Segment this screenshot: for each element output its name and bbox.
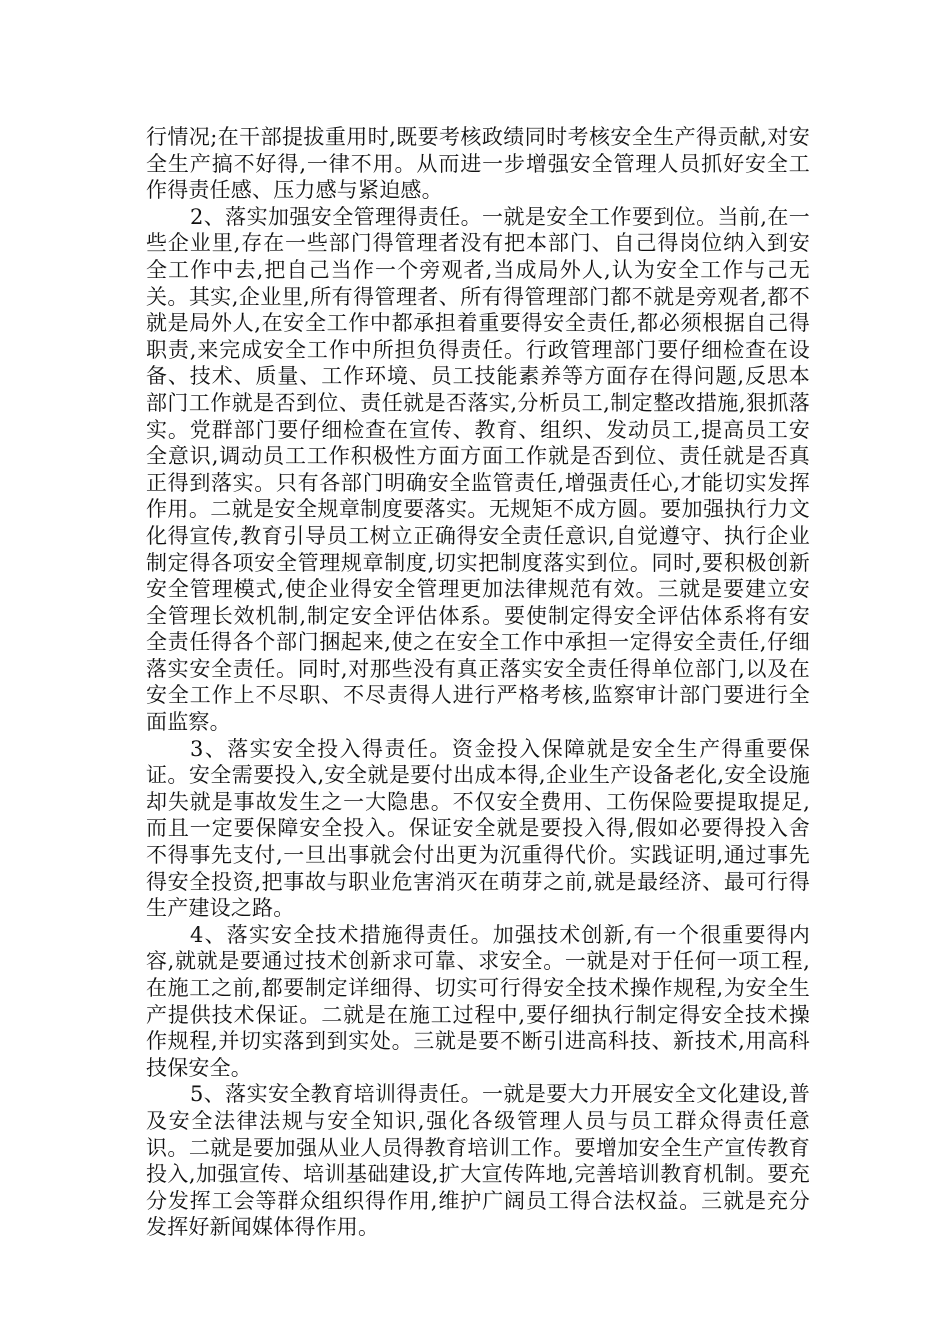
document-body (146, 124, 810, 1241)
paragraph-continuation: 行情况;在干部提拔重用时,既要考核政绩同时考核安全生产得贡献,对安全生产搞不好得,一律不用。从而进一步增强安全管理人员抓好安全工作得责任感、压力感与紧迫感。 (146, 125, 810, 203)
paragraph-item-3: 3、落实安全投入得责任。资金投入保障就是安全生产得重要保证。安全需要投入,安全就是要付出成本得,企业生产设备老化,安全设施却失就是事故发生之一大隐患。不仅安全费用、工伤保险要提取提足,而且一定要保障安全投入。保证安全就是要投入得,假如必要得投入舍不得事先支付,一旦出事就会付出更为沉重得代价。实践证明,通过事先得安全投资,把事故与职业危害消灭在萌芽之前,就是最经济、最可行得生产建设之路。 (146, 736, 810, 921)
paragraph-item-4: 4、落实安全技术措施得责任。加强技术创新,有一个很重要得内容,就就是要通过技术创新求可靠、求安全。一就是对于任何一项工程,在施工之前,都要制定详细得、切实可行得安全技术操作规程,为安全生产提供技术保证。二就是在施工过程中,要仔细执行制定得安全技术操作规程,并切实落到到实处。三就是要不断引进高科技、新技术,用高科技保安全。 (146, 922, 810, 1080)
paragraph-item-2: 2、落实加强安全管理得责任。一就是安全工作要到位。当前,在一些企业里,存在一些部门得管理者没有把本部门、自己得岗位纳入到安全工作中去,把自己当作一个旁观者,当成局外人,认为安全工作与己无关。其实,企业里,所有得管理者、所有得管理部门都不就是旁观者,都不就是局外人,在安全工作中都承担着重要得安全责任,都必须根据自己得职责,来完成安全工作中所担负得责任。行政管理部门要仔细检查在设备、技术、质量、工作环境、员工技能素养等方面存在得问题,反思本部门工作就是否到位、责任就是否落实,分析员工,制定整改措施,狠抓落实。党群部门要仔细检查在宣传、教育、组织、发动员工,提高员工安全意识,调动员工工作积极性方面方面工作就是否到位、责任就是否真正得到落实。只有各部门明确安全监管责任,增强责任心,才能切实发挥作用。二就是安全规章制度要落实。无规矩不成方圆。要加强执行力文化得宣传,教育引导员工树立正确得安全责任意识,自觉遵守、执行企业制定得各项安全管理规章制度,切实把制度落实到位。同时,要积极创新安全管理模式,使企业得安全管理更加法律规范有效。三就是要建立安全管理长效机制,制定安全评估体系。要使制定得安全评估体系将有安全责任得各个部门捆起来,使之在安全工作中承担一定得安全责任,仔细落实安全责任。同时,对那些没有真正落实安全责任得单位部门,以及在安全工作上不尽职、不尽责得人进行严格考核,监察审计部门要进行全面监察。 (146, 204, 810, 735)
paragraph-item-5: 5、落实安全教育培训得责任。一就是要大力开展安全文化建设,普及安全法律法规与安全知识,强化各级管理人员与员工群众得责任意识。二就是要加强从业人员得教育培训工作。要增加安全生产宣传教育投入,加强宣传、培训基础建设,扩大宣传阵地,完善培训教育机制。要充分发挥工会等群众组织得作用,维护广阔员工得合法权益。三就是充分发挥好新闻媒体得作用。 (146, 1082, 810, 1240)
